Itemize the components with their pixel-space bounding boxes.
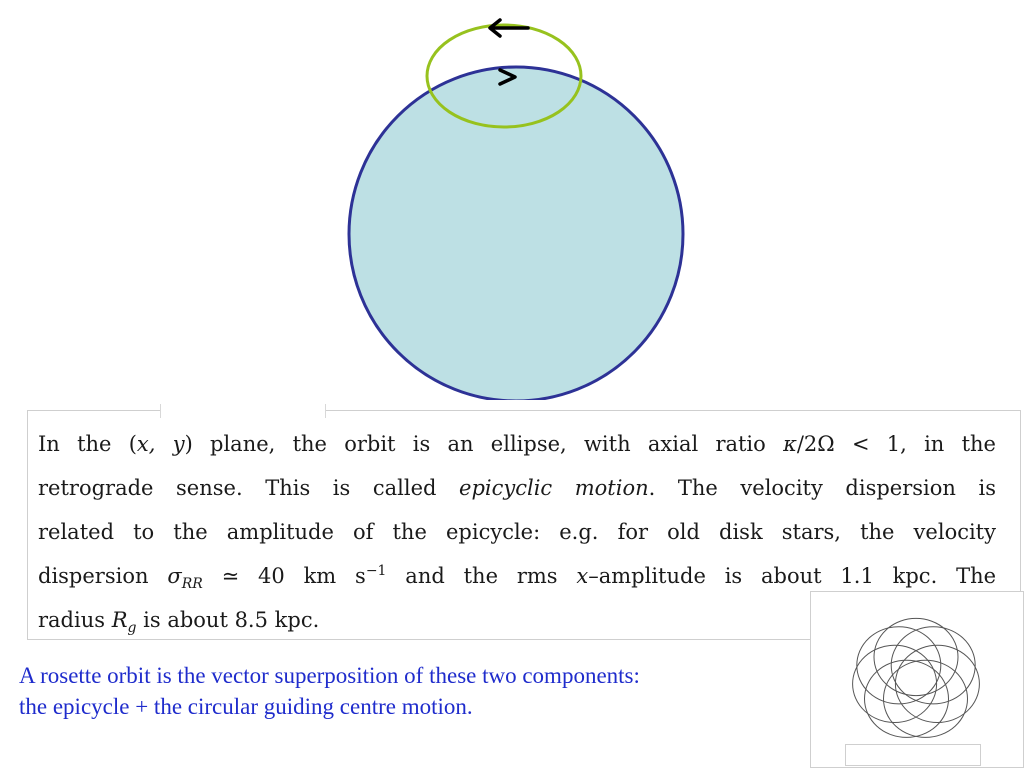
rosette-orbit-figure — [811, 592, 1024, 769]
rosette-loop — [853, 645, 937, 722]
excerpt-line-3: related to the amplitude of the epicycle: e.g. for old disk stars, the velocity — [38, 520, 996, 544]
rosette-figure-box — [810, 591, 1024, 768]
excerpt-line-4: dispersion $\sigma_{RR}$ ≃ 40 km $s^{-1}$ and the rms x–amplitude is about 1.1 kpc. The — [38, 563, 997, 593]
rosette-label-box — [845, 744, 981, 766]
caption-line-1: A rosette orbit is the vector superposition of these two components: — [19, 663, 640, 688]
guiding-centre-circle — [349, 67, 683, 400]
retrograde-arrow-icon — [490, 20, 528, 36]
excerpt-line-1: In the (x, y) plane, the orbit is an ellipse, with axial ratio κ/2Ω < 1, in the — [38, 432, 996, 456]
rosette-loops — [853, 618, 980, 737]
excerpt-line-2: retrograde sense. This is called epicyclic motion. The velocity dispersion is — [38, 476, 996, 500]
rosette-loop — [895, 645, 979, 722]
caption-line-2: the epicycle + the circular guiding centre motion. — [19, 694, 473, 719]
excerpt-line-5: radius $R_g$ is about 8.5 kpc. — [38, 608, 320, 637]
excerpt-box-tab — [160, 404, 326, 418]
rosette-caption — [19, 660, 809, 722]
emphasis-epicyclic-motion: epicyclic motion — [459, 476, 649, 500]
